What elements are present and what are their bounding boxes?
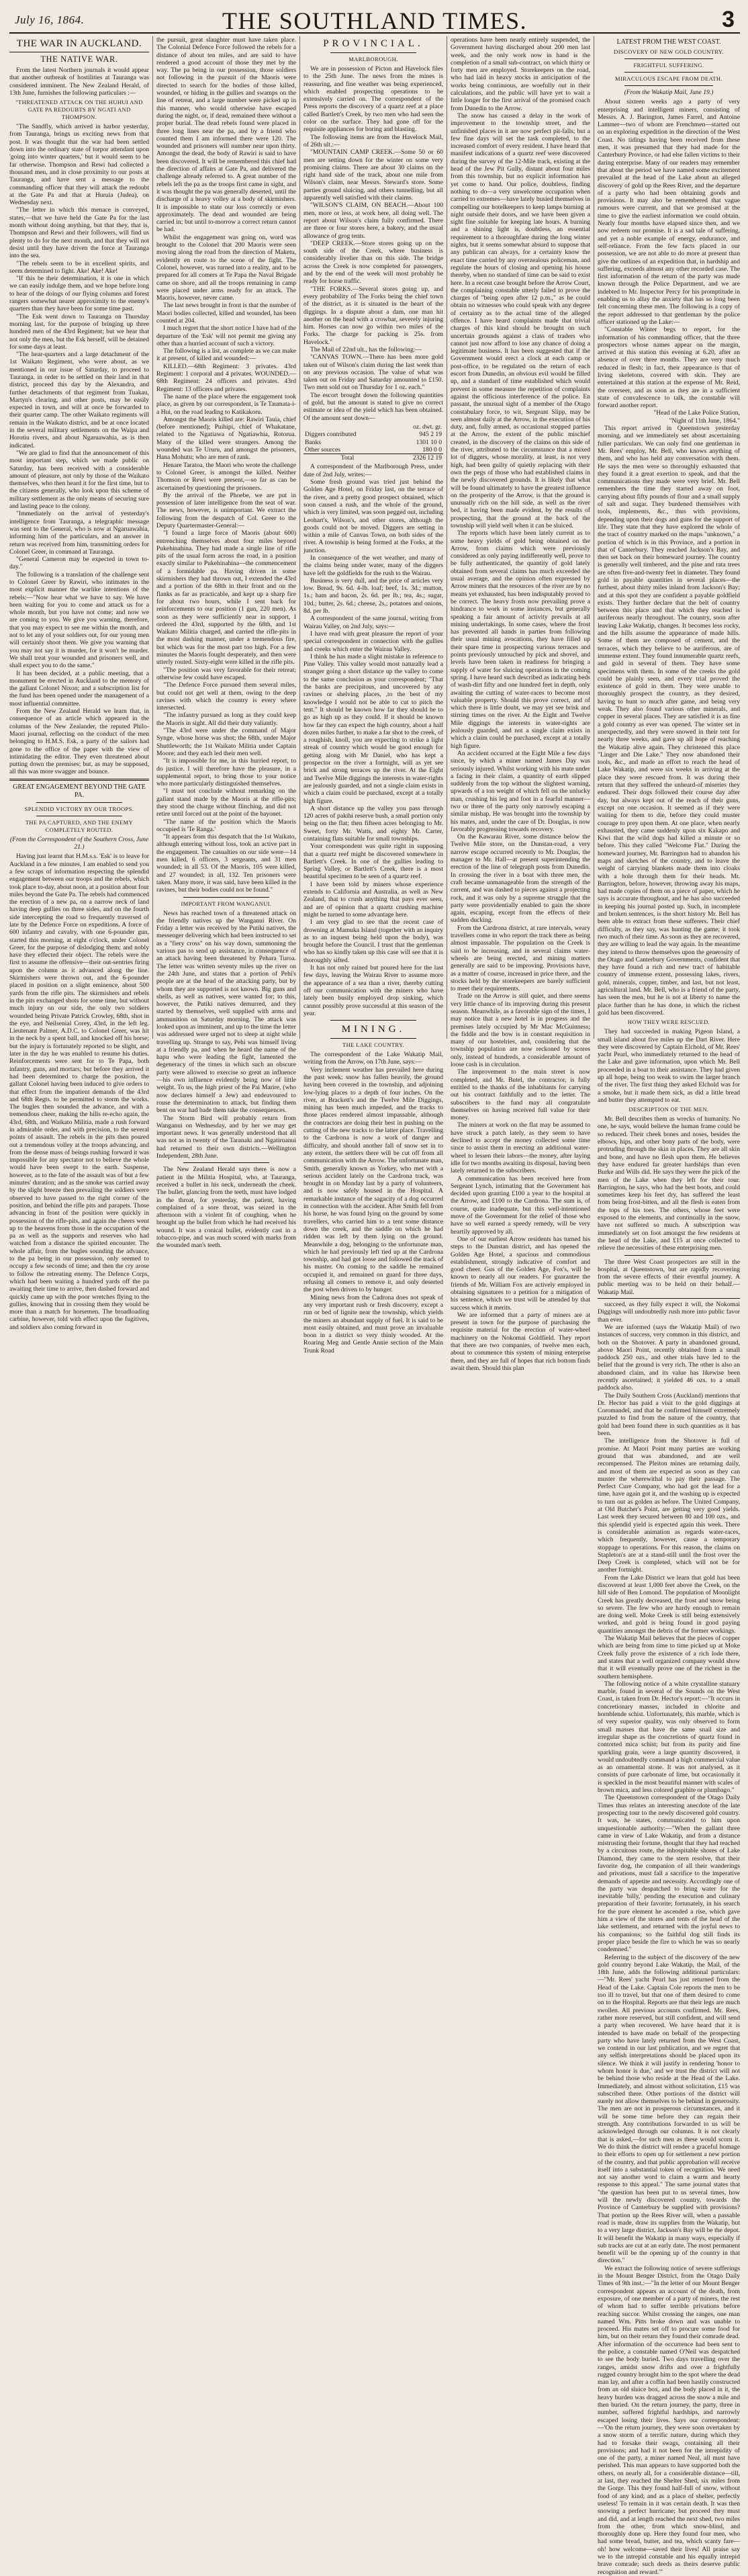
divider [330,1020,416,1021]
paragraph: "The 43rd were under the command of Major Synge, whose horse was shot; the 68th, under Major Shuttleworth; the 1st Waikato Militia under Captain Moore; and they each led their men well. [156,727,296,757]
masthead [9,3,740,34]
paragraph: "The hear-quarters and a large detachment of the 1st Waikato Regiment, who were about, as we mentioned in our issue of Saturday, to proceed to Tauranga, in order to be settled on their land in that district, proceed this day by the Alexandra, and further detachments of that regiment from Tuakau, Martyn's clearing, and other posts, may be easily expected in town, and will at once be forwarded to their quarter camp. The other Waikato regiments will remain in the Waikato district, and be at once located in the several military settlements on the Waipa and Horotiu rivers, and about Ngaruawahia, as is then indicated. [9,351,149,449]
paragraph: A short distance up the valley you pass through 120 acres of pakihi reserve bush, a small portion only being on the flat; then fifteen acres belonging to Mr. Sweet, forty Mr. Watts, and eighty Mr. Carter, containing flats suitable for small townships. [303,804,443,843]
paragraph: A correspondent of the Marlborough Press, under date of 2nd July, writes:— [303,463,443,478]
paragraph: The following notice of a white crystalline statuary marble, found in several of the Sounds on the West Coast, is taken from Dr. Hector's report:—"It occurs in concretionary masses, included in chlorite and hornblende schist. Unfortunately, this marble, which is of very superior quality, was only observed to form small masses that have the same snail size and irregular shape as the concretions of quartz found in contorted mica schist; but from its purity and fine sparkling grain, were a large quantity discovered, it would undoubtedly command a high commercial value as an ornamental stone. It was not analysed, as it consists of pure carbonate of lime, but occasionally it is speckled in the most beautiful manner with scales of brown mica, and less colored graphite or plumbago." [598,1680,740,1795]
paragraph: The Queenstown correspondent of the Otago Daily Times thus relates an interesting anecdote of the late prospecting tour to the newly discovered gold country. It was, he states, communicated to him upon unquestionable authority:—"When the gallant three came in view of Lake Wakatip, and from a distance mistrusting their fortune, thought that they had reached by a circuitous route, the inhospitable shores of Lake Diamond, they came to the stern resolve, that their favorite dog, the companion of all their wanderings and privations, must fall a sacrifice to the imperative demands of appetite and necessity. Accordingly one of the party was despatched to bring water for the inevitable 'billy,' pending the execution and culinary preparation of their favorite; fortunately, in his search for the pure element he ascended a rise, which gave him a view of the stores and tents of the head of the lake settlement, and returned with the joyful news to his companions; so the faithful dog still finds its proper place beside the fire to which he was so nearly condemned." [598,1794,740,1954]
paragraph: "I must not conclude without remarking on the gallant stand made by the Maoris at the rifle-pits; they stood the charge without flinching, and did not retire until forced out at the point of the bayonet. [156,787,296,818]
paragraph: Henare Taratoa, the Maori who wrote the challenge to Colonel Greer, is amongst the killed. Neither Thomson or Rewi were present,—so far as can be ascertained by questioning the prisoners. [156,461,296,492]
paragraph: Some fresh ground was tried just behind the Golden Age Hotel, on Friday last, on the terrace of the river, and a pretty good prospect obtained, which soon caused a rush, and the whole of the ground, which is very limited, was soon pegged out, including Leohart's, Wilson's, and other stores, although the goods could not be moved. Diggers are setting in within a mile of Canvas Town, on both sides of the river. A township is being formed at the Forks, at the junction. [303,478,443,554]
column-5 [598,36,740,2576]
escort-returns-table [303,423,443,462]
paragraph: They had succeeded in making Pigeon Island, a small island about five miles up the Dart River. Here they were discovered by Captain Elchold, of Mr. Rees' yacht Pearl, who immediately returned to the head of the Lake and gave information, upon which Mr. Bell proceeded in a boat to their assistance. They had given up all hope, being too weak to swim the larger branch of the river. The first thing they asked Elchold was for a smoke, but it made them sick, as did a little bread and butter they attempted to eat. [598,1028,740,1104]
paragraph: It has been decided, at a public meeting, that a monument be erected in Auckland to the memory of the gallant Colonel Nixon; and a subscription list for the fund has been opened under the management of a most influential committee. [9,669,149,707]
paragraph: "Immediately on the arrival of yesterday's intelligence from Tauranga, a telegraphic message was sent to the General, who is now at Ngaruawahia, informing him of the particulars, and an answer in return was received from him, transmitting orders for Colonel Greer, in command at Tauranga. [9,510,149,556]
table-row [303,439,443,446]
paragraph: The last news brought in front is that the number of Maori bodies collected, killed and wounded, has been counted at 204. [156,302,296,325]
paragraph: From the latest Northern journals it would appear that another outbreak of hostilities at Tauranga was considered imminent. The New Zealand Herald, of 13th June, furnishes the following particulars :— [9,67,149,97]
table-row [303,446,443,454]
masthead-rule [9,32,740,34]
paragraph: The correspondent of the Lake Wakatip Mail, writing from the Arrow, on 17th June, says:— [303,1051,443,1066]
table-cell: 1301 10 0 [416,438,442,446]
paragraph: The following is a list, as complete as we can make it at present, of killed and wounded:— [156,347,296,363]
byline: (From the Correspondent of the Southern Cross, June 21.) [9,835,149,851]
divider [624,58,713,59]
paragraph: The name of the place where the engagement took place, as given by our correspondent, is Te Taumata-i-a Hui, on the road leading to Katikakoru. [156,392,296,416]
byline: (From the Wakatip Mail, June 19.) [624,89,714,96]
subhead-pa-captured: THE PA CAPTURED, AND THE ENEMY COMPLETELY ROUTED. [25,818,134,833]
paragraph: From the Lake District we learn that gold has been discovered at least 1,000 feet above the Creek, on the hill side of Ben Lomond. The population of Moonlight Creek has greatly decreased, the frost and snow being so severe. The few who are hardy enough to remain are doing well. Moke Creek is still being extensively worked, and gold is being found in good paying quantities amongst the debris of the former workings. [598,1574,740,1635]
divider [624,85,713,86]
paragraph: "The Defence Force pursued them several miles, but could not get well at them, owing to the deep ravines with which the country is every where intersected. [156,681,296,712]
column-1 [9,36,149,1331]
paragraph: We are in possession of Picton and Havelock files to the 25th June. The news from the mines is reassuring, and fine weather was being experienced, which enabled prospecting operations to be extensively carried on. The correspondent of the Press reports the discovery of a quartz reef at a place called Bartlett's Creek, by two men who had seen the color on the surface. They had gone off for the requisite appliances for boring and blasting. [303,65,443,134]
divider [183,1162,269,1163]
subhead-marlborough: MARLBOROUGH. [348,56,398,62]
table-cell: Total [303,454,391,462]
divider [330,1038,416,1039]
paragraph: "Constable Winter begs to report, for the information of his commanding officer, that the three prospectors whose names appear on the margin, arrived at this station this evening at 6.20, after an absence of over three months. They are very much reduced in flesh; in fact, their appearance is that of living skeletons, covered with skin. They are entertained at this station at the expense of Mr. Reid, the overseer, and as soon as they are in a sufficient state of convalescence to talk, the constable will forward another report. [598,326,740,410]
issue-date: July 16, 1864. [15,13,85,26]
subhead-description-of-men: DESCRIPTION OF THE MEN. [628,1106,709,1113]
table-cell: 2326 12 19 [391,454,443,462]
paragraph: "We are glad to find that the announcement of this most important step, which we made public on Saturday, has been received with a considerable amount of pleasure, not only by those of the Waikato themselves, who then heard it for the first time, but to the citizens generally, who look upon this scheme of military settlement as the only means of securing sure and lasting peace to the colony. [9,449,149,511]
paragraph: We are informed that a party of miners are at present in town for the purpose of purchasing the requisite material for the erection of water-wheel machinery on the Nokomai Goldfield. They report that there are two companies, of twelve men each, about to commence this system of mining enterprise there, and they are full of hopes that rich bottom finds await them. Should this plan [451,1311,590,1372]
paragraph: KILLED.—68th Regiment: 3 privates. 43rd Regiment: 1 corporal and 4 privates. WOUNDED.—68th Regiment: 24 officers and privates. 43rd Regiment: 13 officers and privates. [156,362,296,393]
paragraph: A correspondent of the same journal, writing from Wairau Valley, on 2nd July, says:— [303,615,443,630]
column-rule [299,36,300,1039]
paragraph: Very inclement weather has prevailed here during the past week; snow has fallen heavily, the ground having been covered in the township, and adjoining low-lying places to a depth of four inches. On the river, at Brackett's and the Twelve Mile Diggings, mining has been much impeded, and the tracks to those places rendered almost impassable, although the contractors are doing their best in pushing on the cutting of the new tracks to the latter place. Travelling to the Cardrona is now a work of danger and difficulty, and should another fall of snow set in to any extent, the settlers there will be cut off from all communication with the Arrow. The unfortunate man, Smith, generally known as Yorkey, who met with a serious accident lately on the Cardrona track, was brought in on Monday last by a party of volunteers, and is now safely housed in the Hospital. A remarkable instance of the sagacity of a dog occurred in connection with the accident. After Smith fell from his horse, he was found lying on the ground by some travellers, who carried him to a tent some distance down the creek, and the saddle on which he had ridden was left by them lying on the ground. Meanwhile a dog, belonging to the unfortunate man, which he had previously left tied up at the Cardrona township, and had got loose and followed the track of his master. On coming to the saddle he remained occupied it, and remained on guard for three days, refusing all comers to remove it, and only deserted the post when driven to by hunger. [303,1066,443,1294]
paragraph: In consequence of the wet weather, and many of the claims being under water, many of the diggers have left the goldfields for the rush to the Wairau. [303,554,443,577]
paragraph: From the Cardrona district, at rare intervals, weary travellers come in who report the track there as being almost impassable. The population on the Creek is said to be increasing, and in several claims water-wheels are being erected, and mining matters generally are said to be improving. Provisions have, as a matter of course, increased in price there, and the stocks held by the storekeepers are barely sufficient to meet their requirements. [451,924,590,993]
subhead-miraculous-escape: MIRACULOUS ESCAPE FROM DEATH. [615,75,722,82]
headline-important-from-wanganui: IMPORTANT FROM WANGANUI. [181,900,272,907]
table-cell: Other sources [305,445,341,454]
subhead-lake-country: THE LAKE COUNTRY. [342,1041,404,1049]
table-cell: Diggers contributed [305,431,357,439]
paragraph: "The infantry pursued as long as they could keep the Maoris in sight. All did their duty valiantly. [156,712,296,727]
columns [9,36,740,2576]
paragraph: An accident occurred at the Eight Mile a few days since, by which a miner named James Day was seriously injured. Whilst working with his mate under a facing in their claim, a quantity of earth slipped suddenly from the top without the slightest warning, upwards of a ton weight of which fell on the unlucky man, crushing his leg and foot in a fearful manner—two or three of the party only narrowly escaping a similar mishap. He was brought into the township by his mates, and, under the care of Dr. Douglas, is now favorably progressing towards recovery. [451,749,590,833]
table-cell: 180 0 0 [422,445,442,454]
paragraph: The Storm Bird will probably return from Wanganui on Wednesday, and by her we may get important news. It was generally understood that all was not as in twenty of the Taranaki and Ngatiruanui had returned to their own districts.—Wellington Independent, 28th June. [156,1114,296,1160]
paragraph: "The Esk went down to Tauranga on Thursday morning last, for the purpose of bringing up three hundred men of the 43rd Regiment; but we hear that not only the men, but the Esk herself, will be detained for some days at least. [9,312,149,351]
newspaper-title: THE SOUTHLAND TIMES. [222,7,528,34]
paragraph: Whilst the engagement was going on, word was brought to the Colonel that 200 Maoris were seen moving along the road from the direction of Maketu, evidently en route to the scene of the fight. The Colonel, however, was turned into a reality, and to be prepared for all comers at Te Papa the Naval Brigade came on shore, and all the troops remaining in camp were placed under arms ready for an attack. The Maoris, however, never came. [156,233,296,302]
table-header: oz. dwt. gr. [413,423,442,431]
paragraph: I much regret that the short notice I have had of the departure of the 'Esk' will not permit me giving any other than a hurried account of such a victory. [156,325,296,347]
paragraph: I have been told by miners whose experience extends to California and Australia, as well as New Zealand, that to crush anything that pays ever seen, and are of opinion that a quartz crushing machine might be turned to some advantage here. [303,880,443,918]
subhead-discovery: DISCOVERY OF NEW GOLD COUNTRY. [614,48,724,55]
paragraph: The improvement to the main street is now completed, and Mr. Butel, the contractor, is fully entitled to the thanks of the inhabitants for carrying out his contract faithfully and to the letter. The subscribers to the fund may all congratulate themselves on having received full value for their money. [451,1068,590,1122]
paragraph: The following is a translation of the challenge sent to Colonel Greer by Rawiri, who intimates in the most explicit manner the warlike intentions of the rebels:—"Now hear what we have to say. We have been waiting for you to come and attack us for a whole month, but you have not come; and now we are coming to you. We give you warning, therefore, that you may expect to see me within the month, and not to let any of your soldiers out, for our young men will certainly shoot them. We give you warning that you may not say it is murder, for it won't be murder. We shall treat your wounded and prisoners well, and shall expect you to do the same." [9,570,149,670]
headline-west-coast: LATEST FROM THE WEST COAST. [616,38,721,46]
paragraph: "The letter in which this menace is conveyed, states,—that we have held the Gate Pa for the last month without doing anything, but that they, that is, Thompson and Rewi and their followers, will find us plenty to do for the next month, and that they will not desist until they have driven the force at Tauranga into the sea. [9,206,149,260]
page-number: 3 [722,7,735,32]
paragraph: The following items are from the Havelock Mail, of 26th ult.:— [303,133,443,148]
paragraph: On the Kawarau River, some distance below the Twelve Mile store, on the Dunstan-road, a very narrow escape occurred recently to Mr. Douglas, the manager to Mr. Hall—at present superintending the erection of the line of telegraph posts from Dunedin. In crossing the river in a boat with three men, the craft became unmanageable from the strength of the current, and was dashed to pieces against a projecting rock, and it was only by a supreme struggle that the party were providentially enabled to gain the shore again, escaping, except from the effects of their sudden ducking. [451,833,590,925]
column-rule [152,36,153,1039]
headline-great-engagement: GREAT ENGAGEMENT BEYOND THE GATE PA. [13,783,146,799]
column-4 [451,36,590,1372]
divider [624,72,713,73]
paragraph: "It appears from this despatch that the 1st Waikato, although entering without loss, took an active part in the engagement. The casualties on our side were—14 men killed, 6 officers, 3 sergeants, and 31 men wounded; in all 53. Of the Maoris, 105 were killed, and 27 wounded; in all, 132. Ten prisoners were taken. Many more, it was said, have been killed in the ravines, but their bodies could not be found." [156,833,296,894]
paragraph: News has reached town of a threatened attack on the friendly natives up the Wanganui River. On Friday a letter was received by the Putiki natives, the messenger delivering which had been instructed to set as a "fiery cross" on his way down, summoning the various pas to send up assistance, in consequence of an attack having been threatened by Pehara Turoa. The letter was written seventy miles up the river on the 24th June, and states that a portion of Pehi's people are at the head of the attacking party, but by whom they are supported is not known. Big guns and shells, as well as natives, were wanted for; to this, however, the Putiki natives demurred, and they started by themselves, well supplied with arms and ammunition on Saturday morning. The attack was looked upon as imminent, and up to the time the letter was addressed were urged not to sleep at night while travelling up. Strange to say, Pehi was himself living at a friendly pa, and when he heard the name of the hapu who were leading the fight, lamented the degeneracy of the times in which such an obscure party were allowed to exercise so great an influence—his own influence evidently being now of little weight. To us, the high priest of the Pai Marire, (who now declares himself a Jew) and endeavoured to rouse the determination to attack, but finding them bent on war had bade them take the consequences. [156,909,296,1115]
paragraph: I think he has made a slight mistake in reference to Pine Valley. This valley would most naturally lead a stranger going a short distance up the valley to come to the same conclusion as your correspondent; "That the banks are precipitous, and uncovered by any ravines or shelving places, ,to the best of my knowledge I would not be able to cut to pitch the tent." It should be known how far they should be to go as high up as they could. If it should be known how far they can expect the high country, about a half dozen miles further, to make a far shot to the creek, of a roughish, knoll, you are expecting to strike a light streak of country which would be good enough for getting along with Mr Daniel, who has kept a prospector on the river a fortnight, will as yet see brick and strong terraces up the river. At the Eight and Twelve Mile diggings the interests in water-rights are jealously guarded, and not a single claim exists in which a claim could be purchased, except at a totally high figure. [303,652,443,805]
paragraph: "Night of 11th June, 1864." [669,417,740,425]
paragraph: operations have been nearly entirely suspended, the Government having discharged about 200 men last week, and the only work now in hand is the completion of a small sub-contract, on which thirty or forty men are employed. Storekeepers on the road, who had laid in heavy stocks in anticipation of the works being continuous, are woefully out in their calculations, and the public will have yet to wait a little longer for the first arrival of the promised coach from Dunedin to the Arrow. [451,36,590,112]
paragraph: "If this be their determination, it is one in which we can easily indulge them, and we hope before long to hear of the doings of our flying columns and forest rangers somewhat nearer approximity to the enemy's quarters than they have been for some time past. [9,275,149,313]
paragraph: the pursuit, great slaughter must have taken place. The Colonial Defence Force followed the rebels for a distance of about ten miles, and are said to have rendered a good account of those they met by the way. The pa being in our possession, those soldiers not following in the pursuit of the Maoris were directed to search for the bodies of those killed, wounded, or hiding in the gullies and swamps on the line of retreat, and a large number were picked up in this manner, who would otherwise have escaped during the night, or, if dead, remained there without a proper burial. The dead rebels found were placed in three long lines near the pa, and by a friend who counted them I am informed there were 120. The wounded and prisoners will number near upon thirty. Amongst the dead, the body of Rawiri is said to have been discovered. It will be remembered this chief had the direction of affairs at Gate Pa, and delivered the challenge already referred to. A great number of the rebels left the pa as the troops first came in sight, and it was thought the pa was generally deserted, until the discharge of a heavy volley at a body of skirmishers. It is impossible to state our loss correctly or even approximately. The dead and wounded are being carried in; but until to-morrow a correct return cannot be had. [156,36,296,234]
paragraph: This report arrived in Queenstown yesterday morning, and we immediately set about ascertaining fuller particulars. We can only find one gentleman in Mr. Rees' employ, Mr. Bell, who knows anything of them, and who has held any conversation with them. He says the men were so thoroughly exhausted that they found it a great exertion to speak, and that the communications they made were very brief. Mr. Bell remembers the time they started away on foot, carrying about fifty pounds of flour and a small supply of salt and sugar. They burdened themselves with tools, implements, &c., thus with provisions, depending upon their dogs and guns for the support of life. They state that they have explored the whole of the tract of country marked on the maps "unknown," a portion of which is in this Province, and a portion in that of Canterbury. They reached Jackson's Bay, and then set back on their homeward journey. The country is generally well timbered, and the pine and rata trees are often five-and-twenty feet in diameter. They found gold in payable quantities in several places—the furthest, about thirty miles inland from Jackson's Bay; and at this spot they are confident a payable goldfield exists. They further declare that the belt of country between this place and that which they reached is auriferous nearly throughout. The country, soon after leaving Lake Wakatip, changes. It becomes less rocky, and the hills assume the appearance of made hills. Some of them are composed of cement, and the terraces, which they believe to be auriferous, are of immense extent. They found innumerable quartz reefs, and gold in several of them. They have some specimens with them. In some of the creeks the gold could be plainly seen, and every trial proved the existence of gold in them. They were unable to thoroughly prospect the country, as they desired, having to hunt so much after game, and being very weak. They also found various other minerals, and copper in several places. They are satisfied it is as fine a gold country as ever was opened. The winter set in unexpectedly, and they were snowed in their tent for nearly three weeks, and gave up all hope of reaching the Wakatip alive again. They christened this place "Linger and Die Lake." They now abandoned their tools, &c., and made an effort to reach the head of Lake Wakatip, and were six weeks in arriving at the place they were rescued from. It was during their return that they suffered the unheard-of miseries they endured. Their dogs followed their course day after day, but always kept out of the reach of their guns, except on one occasion. It seemed as if they were waiting for them to die, before they could muster courage to prey upon them. At one place, when nearly exhausted, they came suddenly upon six Kakapo and Kiwi that the wild dogs had killed a minute or so before. This they called "Welcome Flat." During the homeward journey, Mr. Barrington had to abandon his maps and sketches of the country, and to leave the weight of carrying blankets made them into cloaks with a hole through them for their heads. Mr. Barrington, before, however, throwing away his maps, had made copies of them on a piece of paper, which he says is accurate throughout, and he has also succeeded in keeping his journal posted up. Such, in incomplete and broken sentences, is the short history Mr. Bell has been able to extract from these sufferers. Their chief difficulty, as they say, was hunting the game; it took two much of their time. As soon as they are recovered, they are willing to lead the way again. In the meantime they intend to throw themselves upon the generosity of the Otago and Canterbury Governments, confident that they have found a rich and new tract of habitable country of immense extent, possessing lakes, rivers, gold, minerals, copper, timber, and last, but not least, agricultural land. Mr. Bell, who is a friend of the party, has seen the men, but he is not at liberty to name the place further than he has done, in which the richest gold has been discovered. [598,425,740,1017]
divider [330,52,416,53]
paragraph: By the arrival of the Phoebe, we are put in possession of later intelligence from the seat of war. The news, however, is unimportant. We extract the following from the despatch of Col. Greer to the Deputy Quartermaster-General:— [156,491,296,529]
paragraph: "The position was very favorable for their retreat; otherwise few could have escaped. [156,666,296,681]
paragraph: "DEEP CREEK.—Store stores going up on the south side of the Creek, where business is considerably livelier than on this side. The bridge across the Creek is now completed for passengers, and by the end of the week will most probably be ready for horse traffic. [303,239,443,286]
paragraph: Amongst the Maoris killed are: Rawiri Tauia, chief (before mentioned); Puihipi, chief of Whakatane, related to the Ngatiawa of Ngatiawhia, Rotorua. Many of the killed were strangers. Among the wounded was Te Ururu, and amongst the prisoners, Hana Mohutu; who are men of rank. [156,415,296,462]
column-2 [156,36,296,1250]
paragraph: "WILSON'S CLAIM, ON BEACH.—About 100 men, more or less, at work here, all doing well. The report about Wilson's claim fully confirmed. There are three or four stores here, a bakery, and the usual allowance of grog tents. [303,202,443,240]
headline-mining: MINING. [341,1024,406,1035]
paragraph: A communication has been received here from Sergeant Lynch, intimating that the Government has decided upon granting £100 a year to the hospital at the Arrow, and £100 to the Cardrona. The sum is, of course, quite inadequate, but this well-intentioned move of the Government for the relief of those who have so well earned a speedy remedy, will be very heartily approved by all. [451,1174,590,1236]
paragraph: The escort brought down the following quantities of gold, but the amount is stated to give no correct estimate or idea of the yield which has been obtained. Of the amount sent down— [303,391,443,422]
paragraph: The Mail of 22nd ult., has the following:— [310,345,422,353]
paragraph: Having just learnt that H.M.s.s. 'Esk' is to leave for Auckland in a few minutes, I am enabled to send you a few scraps of information respecting the splendid engagement between our troops and the rebels, which took place to-day, about noon, at a position about four miles beyond the Gate Pa. The rebels had commenced the erection of a new pa, on a narrow neck of land having deep gullies on three sides, and on the fourth side intercepting the road so frequently traversed of late by the Defence Force on expeditions. A force of 600 infantry and cavalry, with one 6-pounder gun, started this morning, at eight o'clock, under Colonel Greer, for the purpose of dislodging them; and nobly have they effected their object. The rebels were the first to assume the offensive—their out-sentries firing upon the column as it advanced along the line. Skirmishers were thrown out, and the 6-pounder placed in position on a slight eminence, about 500 yards from the rifle pits. The skirmishers and rebels in the pits exchanged shots for some time, but without much injury on our side, the only two soldiers wounded being Private Patrick Crowley, 68th, shot in the eye, and Neilsenial Corey, 43rd, in the left leg. Lieutenant Palmer, A.D.C. to Colonel Greer, was hit in the neck by a spent ball, and knocked off his horse; but the injury is fortunately reported to be slight, and later in the day he was enabled to resume his duties. Reinforcements were sent for to Te Papa, both infantry, guns, and mortars; but before they arrived it had been determined to charge the position, the gallant Colonel having been induced to give orders to that effect from the impatient demands of the 43rd and 68th Regts. to be permitted to storm the works. The bugles then sounded the advance, and with a tremendous cheer, making the hills re-echo again, the 43rd, 68th, and Waikato Militia, made a rush forward in admirable order, and with precision, to the several points of assault. The rebels in the pits then poured out a tremendous volley at the troops advancing, and from the dense mass of beings rushing forward it was impossible for any spectator not to believe the whole would have been swept to the earth. Suspense, however, as to the fate of the assault was of but a few minutes' duration; and as the smoke was carried away by the slight breeze then prevailing the soldiers were observed to have passed to the right corner of the position, and behind the rifle pits and parapets. Those advancing in front of the position were quickly in possession of the rifle-pits, and again the cheers went up to the heavens from those in the occupation of the pa as well as the supports and reserves who had watched from a distance the spirited encounter. The whole affair, from the bugles sounding the advance, to the pa being in our possession, only seemed to occupy a few seconds of time; and then the cry arose to follow the retreating enemy. The Defence Corps, which had been waiting a hundred yards off the pa awaiting their time to arrive, then dashed forward and quickly came up with the poor wretches flying to the gullies, knowing that in crossing them they would be more than a match for horsemen. The broadloading carbine, however, told with effect upon the fugitives, and soldiers also coming forward in [9,853,149,1331]
paragraph: "Head of the Lake Police Station, [653,409,740,417]
paragraph: "CANVAS TOWN.—There has been more gold taken out of Wilson's claim during the last week than on any previous occasion. The value of what was taken out on Friday and Saturday amounted to £150. Two men sold out on Thursday for 1 oz. each." [303,353,443,392]
paragraph: We are informed (says the Wakatip Mail) of two instances of success, very common in this district, and both on the Shotover. A party in abandoned ground, above Maori Point, recently obtained from a small paddock 250 ozs., and other trials have led to the belief that the ground is very rich. The other is also an abandoned claim, and its value has likewise been recently ascertained; it yielded 46 ozs. to a small paddock also. [598,1323,740,1392]
paragraph: I am very glad to see that the recent case of drowning at Mamuka Island (together with an inquiry as to an inquest being held upon the body), was brought before the Council. I trust that the gentleman who has so kindly taken up this case will see that it is thoroughly sifted. [303,918,443,964]
paragraph: We extract the following notice of severe sufferings in the Mount Benger District, from the Otago Daily Times of 9th inst.:—"In the letter of our Mount Benger correspondent appears an account of the death, from exposure, of one member of a party of miners, the rest of whom had to suffer terrible privations before reaching succor. Whilst crossing the ranges, one man named Wm. Pitts broke down and was unable to proceed. His mates set off to procure some food for him, but on their return they found their comrade dead. After information of the occurrence had been sent to the police, a constable named O'Neil was despatched to see the body buried. Two days travelling over the ranges, amidst snow drifts and over a frightfully rugged country brought him to the spot where the dead man lay, and after a coffin had been hastily constructed from an old sluice box, and the body placed in it, the heavy burden was dragged across the snow a mile and then buried. On the return journey, the party, three in number, suffered frightful hardships, and narrowly escaped losing their lives. Says our correspondent:—'On the return journey, they were soon overtaken by a snow storm of a terrific nature, during which they had to forsake their swags, containing all their provisions; and had it not been for the intrepidity of one of the party, a miner named Neal, all must have perished. This man appears to have supported both the others, on nearly all, for a considerable distance—till, at last, they reached the Shelter Shed, six miles from the Gorge. This they found half-full of snow, without food of any kind; and as a place of shelter, perfectly useless! To remain in it was certain death. It was then snowing a perfect hurricane; but proceed they must and did, and at length reached the next shed, two miles from the other, from which snow-blind, and thoroughly done up. Here they found four men, who had some bread, butter, and tea, which scanty fare—oh! how welcome—saved their lives! All praise say we to the intrepid constable and his equally intrepid brave comrade; such deeds as theirs deserve public recognition and reward.'" [598,2264,740,2576]
paragraph: The miners at work on the flat may be assumed to have struck a patch lately, as they seem to have declined to accept the money collected some time since to assist them in erecting an additional water-wheel to lessen their labors—the money, after laying idle for two months awaiting its disposal, having been lately returned to the subscribers. [451,1121,590,1175]
divider [36,802,122,803]
paragraph: It has not only rained but poured here for the last few days, leaving the Wairau River to assume more the appearance of a sea than a river, thereby cutting off our communication with the miners who have lately been busily employed drop sinking, which cannot possibly prove successful at this season of the year. [303,964,443,1017]
paragraph: "It is impossible for me, in this hurried report, to do justice. I will therefore have the pleasure, in a supplemental report, to bring those to your notice who more particularly distinguished themselves. [156,757,296,788]
paragraph: Mr. Bell describes them as wrecks of humanity. No one, he says, would believe the human frame could be so reduced. Their cheek bones and noses, besides the elbows, hips, and other bony parts of the body, were protruding through the skin in places. They are all skin and bone, and have no flesh upon them. He believes they have endured far greater hardships than even Burke and Wills did. He says they were the pick of the men of the Lake when they left for their tour. Barrington, he says, who had the best boots, and could sometimes keep his feet dry, has suffered the least from being frost-bitten, and all the flesh is eaten from the tops of his toes. The others, whose feet were exposed to the elements, and continually in the snow, have not suffered so much. A subscription was immediately set on foot amongst the few residents at the head of the Lake, and £15 at once collected to relieve the necessities of these enterprising men. [598,1115,740,1252]
paragraph: succeed, as they fully expect it will, the Nokomai Diggings will undoubtedly rush more into public favor than ever. [598,1301,740,1324]
paragraph: "The rebels seem to be in excellent spirits, and seem determined to fight. Ake! Ake! Ake! [9,259,149,275]
paragraph: One of our earliest Arrow residents has turned his steps to the Dunstan district, and has opened the Golden Age Hotel, a spacious and commodious establishment, strongly indicative of comfort and good cheer. Gus of the Golden Age, Fox's, will be known to nearly all our readers. For guarantee the friends of Mr. William Fox are actively employed in obtaining signatures to a petition for a mitigation of his sentence, which we trust will be attended by that success which it merits. [451,1235,590,1312]
divider [624,1255,713,1256]
divider [9,779,149,781]
table-total-row [303,454,443,462]
paragraph: "General Cameron may be expected in town to-day." [9,556,149,571]
paragraph: "I found a large force of Maoris (about 600) entrenching themselves about four miles beyond Pukehinahina. They had made a single line of rifle pits of the usual form across the road, in a position exactly similar to Pukehinahina—the commencement of a formidable pa. Having driven in some skirmishers they had thrown out, I extended the 43rd and a portion of the 68th in their front and on the flanks as far as practicable, and kept up a sharp fire for about two hours, while I sent back for reinforcements to our position (1 gun, 220 men). As soon as they were sufficiently near in support, I ordered the 43rd, supported by the 68th, and 1st Waikato Militia charged, and carried the rifle-pits in the most dashing manner, under a tremendous fire, but which was for the most part too high. For a few minutes the Maoris fought desperately, and then were utterly routed. Sixty-eight were killed in the rifle pits. [156,529,296,667]
subhead-native-war: THE NATIVE WAR. [40,54,118,64]
paragraph: The intelligence from the Shotover is full of promise. At Maori Point many parties are working ground that was abandoned, and are well recompensed. The Pleiton mines are returning daily, and most of them are expected as soon as they can muster the wherewithal to pay their passage. The Perfect Cure Company, who had got the lead for a time, have again got it, and the washing up is expected to turn out as golden as before. The United Company, at Old Butcher's Point, are getting very good yields. Last week they secured between 80 and 100 ozs., and this splendid yield is expected again this week. There is considerable animation as regards water-races, which frequently, however, cause a temporary stoppage to operations. For this reason, the claims on Stapleton's are at a stand-still until the frost over the Deep Creek is completed, which will not be for another fortnight. [598,1437,740,1574]
paragraph: "The name of the position which the Maoris occupied is 'Te Ranga.' [156,818,296,833]
paragraph: Referring to the subject of the discovery of the new gold country beyond Lake Wakatip, the Mail, of the 18th June, adds the following additional particulars:—"Mr. Rees' yacht Pearl has just returned from the Head of the Lake. Captain Cole reports the men to be too ill to travel, but that one of them desired to come on to the Hospital. Reports are that their legs are much swollen. All previous accounts confirmed. Mr. Rees, rather more reserved, but still confident, and will send a party when recovered. We have heard that it is intended to have made on behalf of the prospecting party who have lately returned from the West Coast, we contend in our last publication, and we regret that any selfish interpretations should be placed upon its silence. We think it will justify in rendering 'honor to whom honor is due,' and we trust the district will not be behind those who reside at the Head of the Lake. Immediately, and almost without solicitation, £15 was subscribed there. Other portions of the district will surely not allow themselves to be behind in generosity. The men are not in prosperous circumstances, and it will be some time before they can regain their strength. Any contributions forwarded to us will be acknowledged through our columns. It is not clearly that is asked,—for such men as these would scorn it. We do think the district will render a graceful homage to their efforts to open up for settlement a new portion of the country, and that public approbation will receive itself into a substantial token of recognition. We need not say another word to claim a warm and hearty response to this appeal." The same journal states that "the question has been put to us several times, how will the newly discovered country, towards the Province of Canterbury be supplied with provisions? That portion up the Rees River will, when a passable road is made, draw its supplies from the Wakatip, but to a very large district, Jackson's Bay will be the depot. It will benefit the Wakatip in many ways, especially if sub tracks are cut at an early date. The most permanent benefit will be the opening up of the country in that direction." [598,1953,740,2265]
subhead-splendid-victory: SPLENDID VICTORY BY OUR TROOPS. [24,805,134,812]
divider [598,1298,740,1299]
paragraph: I have read with great pleasure the report of your special correspondent in connection with the gullies and creeks which enter the Wairau Valley. [303,630,443,653]
divider [183,897,269,898]
paragraph: "THE FORKS.—Several stores going up, and every probability of The Forks being the chief town of the district, as it is situated in the heart of the diggings. In a dispute about a dam, one man hit another on the head with a crowbar, severely injuring him. Horses can now go within two miles of the Forks. The charge for packing is 25s. from Havelock." [303,285,443,346]
paragraph: The reports which have been lately current as to some heavy yields of gold being obtained on the Arrow, from claims which were previously considered as only paying indifferently well, prove to be fully authenticated, the quantity of gold lately obtained from several claims has much exceeded the usual average, and the opinion often expressed by Arrow miners that the resources of the river are by no means yet exhausted, has been indisputably proved to be correct. The heavy frosts now prevailing prove a hindrance to work in some instances, but generally speaking a fair amount of activity prevails at all mining undertakings. In some cases, where the frost has prevented all hands in parties from following their usual mining avocations, they have filled up their spare time in prospecting various terraces and points previously untouched by pick and shovel, and levels have been taken in readiness for bringing a supply of water for sluicing operations in the coming spring. I have heard such described as indicating beds of wash-dirt fifty and one hundred feet in depth, only awaiting the cutting of water-races to become most valuable property. Should this prove correct, and of which there is little doubt, we may yet see brisk and stirring times on the river. At the Eight and Twelve Mile diggings the interests in water-rights are jealously guarded, and not a single claim exists in which a claim could be purchased, except at a totally high figure. [451,529,590,750]
paragraph: Mining news from the Cadrona does not speak of any very important rush or fresh discovery, except a run or bed of lignite near the township, which yields the miners an abundant supply of fuel. It is said to be most easily obtained, and must prove an invaluable boon in a district so very thinly wooded. At the Roaring Meg and Gentle Annie section of the Main Trunk Road [303,1293,443,1355]
subhead-frightful-suffering: FRIGHTFUL SUFFERING. [633,62,704,69]
headline-provincial: PROVINCIAL. [323,38,424,49]
paragraph: "MOUNTAIN CAMP CREEK.—Some 50 or 60 men are setting down for the winter on some very promising claims. There are about 30 claims on the right hand side of the track, about one mile from Wilson's claim, near Messrs. Steward's store. Some parties ground sluicing, and others tunnelling, but all apparently well satisfied with their claims. [303,148,443,202]
paragraph: "The Sandfly, which arrived in harbor yesterday, from Tauranga, brings us exciting news from that post. It was thought that the war had been settled down into the ordinary state of torpor attendant upon 'going into winter quarters,' but it would seem to be far otherwise. Thompson and Rewi had collected a thousand men, and in close proximity to our posts at Tauranga, and have sent a message to the commanding officer that they will attack the redoubt at the Gate Pa and that at Huruia (Judea), on Wednesday next. [9,123,149,207]
table-cell: Banks [305,438,321,446]
paragraph: The three West Coast prospectors are still in the hospital, at Queenstown, but are rapidly recovering from the severe effects of their eventful journey. A public meeting was to be held on their behalf.—Wakatip Mail. [598,1258,740,1296]
paragraph: The New Zealand Herald says there is now a patient in the Militia Hospital, who, at Tauranga, received a bullet in his neck, underneath the cheek. The bullet, glancing from the teeth, must have lodged in the throat, for yesterday, the patient, having complained of a sore throat, was seized in the afternoon with a violent fit of coughing, when he brought up the bullet from which he had received his wound. It was a conical bullet, evidently cast in a tobacco-pipe, and was much scored with marks from the wounded man's teeth. [156,1166,296,1250]
subhead-threatened-attack: "THREATENED ATTACK ON THE HUHUI AND GATE PA REDOUBTS BY NGATI AND THOMPSON. [15,99,143,121]
table-cell: 945 2 19 [419,431,442,439]
paragraph: The snow has caused a delay in the work of improvement to the township street, and the unfinished places in it are now perfect pit-falls; but a few fine days will set the task completed, to the increased comfort of every resident. I have heard that manifest indications of a quartz reef were discovered during the survey of the 12-Mile track, existing at the head of the Jew Pit Gully, distant about four miles from this township, but no explicit information has yet come to hand. Our police, doubtless, finding nothing to do—a very unwelcome occupation when carried to extremes—have lately busied themselves in compelling our hotelkeepers to keep lamps burning at night outside their doors, and we have been given a sight fine suitable for keeping late hours. A burning and a shining light is, doubtless, an essential requirement to a thoroughfare during the long winter nights, but it seems somewhat absurd to suppose that any publican can always, for a certainty know the exact time carried by any overzealous policeman, and regulate the hours of closing and opening his house thereby, when no standard of time can be said to exist here. In a recent case brought before the Arrow Court, the complaining constable utterly failed to prove the charges of "being open after 12 p.m.," as he could obtain no witnesses who could speak with any degree of certainty as to the actual time of the alleged offence. I have heard complaints made that trivial charges of this kind should be brought on such uncertain grounds against a class of traders who cannot just now afford to lose any chance of doing a legitimate business. It has been suggested that if the Government would erect a clock at each camp or post-office, to be regulated on the return of each escort from Dunedin, an obvious evil would be filled up, and a standard of time established which would prevent in some measure the repetition of complaints against the officious interference of the police. En passant, the unusual sight of a member of the Otago constabulary force, to wit, Sergeant Slipp, may be seen almost daily at the Arrow, in the execution of his duty, and, fully armed, as occasional stopped parties at the Arrow, the extent of the public mischief created, in the discovery of the claims on this side of the river, attributed to the circumstance that a mixed lot of diggers, whose morality, at least, is not very high, had been guilty of quietly replacing with their own the pegs of those who had established claims in the newly discovered grounds. It is likely that what will be found ultimately to have the greatest influence on the prosperity of the Arrow, is that the ground is unusually rich on the hill side, as well as the river bed, it having been made evident, by the results of prospecting, that the ground at the back of the township will yield well when it can be sluiced. [451,112,590,529]
headline-war-in-auckland: THE WAR IN AUCKLAND. [16,38,142,49]
paragraph: Your correspondent was quite right in supposing that a quartz reef might be discovered somewhere in Bartlett's Creek. In one of the gullies leading to Spring Valley, or Bartlett's Creek, there is a most beautiful specimen to be seen of a quartz reef. [303,843,443,881]
paragraph: Business is very dull, and the price of articles very low. Bread, 9s. 6d. 4-lb. loaf; beef, 1s. 3d.; mutton, 1s.; ham and bacon, 2s. 6d. per lb.; tea, 4s.; sugar, 10d.; butter, 2s. 6d.; cheese, 2s.; potatoes and onions, 8d. per lb. [303,576,443,615]
paragraph: From the New Zealand Herald we learn that, in consequence of an article which appeared in the columns of the New Zealander, the reputed Philo-Maori journal, reflecting on the conduct of the men belonging to H.M.S. Esk, a party of the sailors had gone to the office of the paper with the view of intimidating the editor. They even threatened about putting down the premises; but, as may be supposed, all this was more swagger and bounce. [9,707,149,776]
table-row [303,431,443,438]
subhead-how-rescued: HOW THEY WERE RESCUED. [627,1019,710,1026]
paragraph: The Wakatip Mail believes that the pieces of copper which are being from time to time picked up at Moke Creek fully prove the existence of a rich lode there, and states that a well organized company would show that it will eventually prove one of the richest in the southern hemisphere. [598,1635,740,1680]
paragraph: Trade on the Arrow is still quiet, and there seems very little chance of its improving during this present season. Meanwhile, as a favorable sign of the times, I may notice that a new hotel is in progress and the premises lately occupied by Mr Mac McGuinness; the fiddle and the bow is in constant requisition in many of our hostelries, and, considering that the township population are now reckoned by scores only, instead of hundreds, a considerable amount of loose cash is in circulation. [451,992,590,1069]
column-3 [303,36,443,1355]
paragraph: About sixteen weeks ago a party of very enterprising and intelligent miners, consisting of Messrs. A. J. Barington, James Farrel, and Antoine Lammer—two of whom are Frenchmen—started out on an exploring expedition in the direction of the West Coast. No tidings having been received from these men, it was presumed that they had made for the Canterbury Province, or had else fallen victims to their daring enterprise. Many of our readers may remember that about the period we have named some excitement prevailed at the head of the Lake about an alleged discovery of gold up the Rees River, and the departure of a party who had been obtaining goods and provisions. It may also be remembered that vague rumours were current, and that we promised at the time to give the earliest information we could obtain. Nearly four months have elapsed since then, and we now redeem our promise. It is a sad tale of suffering, and yet a noble example of energy, endurance, and self-reliance. From the few facts placed in our possession, we are not able to do more at present than give the outlines of an expedition that, in hardship and suffering, exceeds almost any other recorded case. The first information of the return of the party was made known through the Police Department, and we are indebted to Mr. Inspector Percy for his promptitude in enabling us to allay the anxiety that has so long been felt concerning these men. The following is a copy of the report addressed to that gentleman by the police officer stationed up the Lake:— [598,98,740,326]
paragraph: The Daily Southern Cross (Auckland) mentions that Dr. Hector has paid a visit to the gold diggings at Coromandel, and that he confirmed himself extremely puzzled to find from the nature of the country, that gold had been found there in such quantities as it has been. [598,1391,740,1438]
